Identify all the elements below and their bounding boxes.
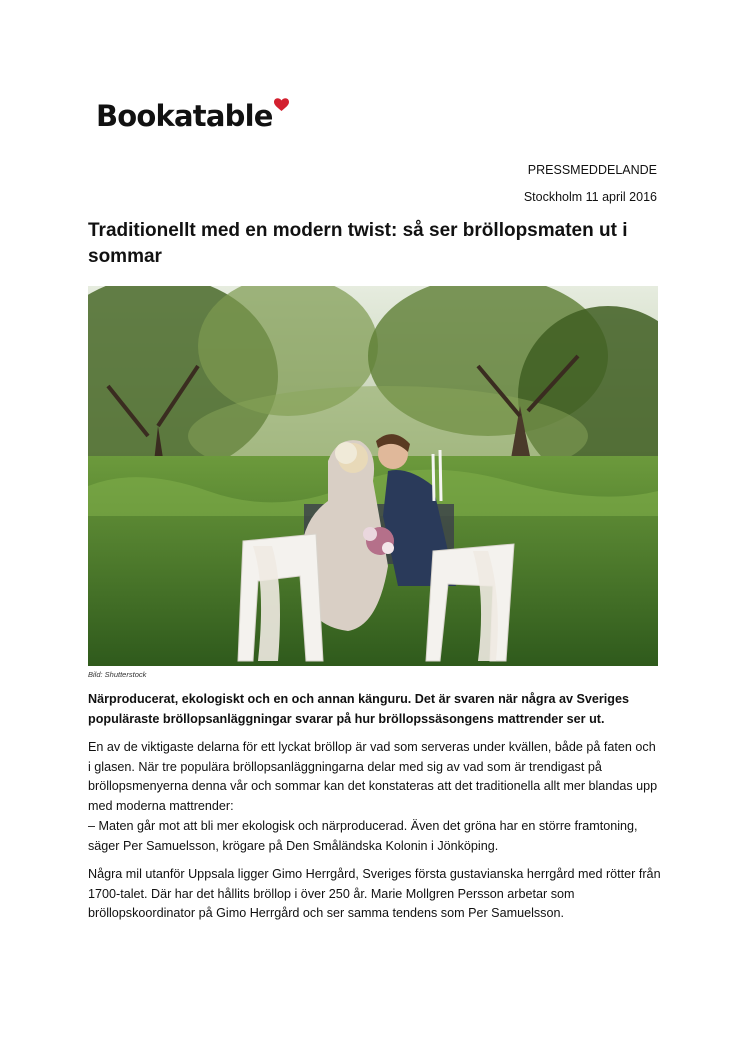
body-paragraph: En av de viktigaste delarna för ett lyckat bröllop är vad som serveras under kvällen, både på faten och i glasen. När tre populära bröllopsanläggningarna delar med sig av vad som är trendigast på bröllopsmenyerna denna vår och sommar kan det konstateras att det traditionella allt mer blandas upp med moderna mattrender: bbox=[88, 740, 658, 813]
page-title: Traditionellt med en modern twist: så ser bröllopsmaten ut i sommar bbox=[88, 220, 628, 267]
lead-paragraph: Närproducerat, ekologiskt och en och annan känguru. Det är svaren när några av Sveriges populäraste bröllopsanläggningar svarar på hur bröllopssäsongens mattrender ser ut. bbox=[88, 692, 630, 726]
wedding-photo bbox=[88, 286, 658, 666]
logo-wordmark: Bookatable bbox=[96, 99, 273, 133]
bookatable-logo bbox=[96, 96, 289, 136]
heart-icon bbox=[274, 98, 289, 112]
photo-caption: Bild: Shutterstock bbox=[88, 670, 147, 679]
press-release-label: PRESSMEDDELANDE bbox=[527, 163, 657, 177]
body-paragraph: – Maten går mot att bli mer ekologisk och närproducerad. Även det gröna har en större framtoning, säger Per Samuelsson, krögare på Den Småländska Kolonin i Jönköping. bbox=[88, 819, 638, 853]
dateline: Stockholm 11 april 2016 bbox=[523, 190, 657, 204]
body-paragraph: Några mil utanför Uppsala ligger Gimo Herrgård, Sveriges första gustavianska herrgård med rötter från 1700-talet. Där har det hållits bröllop i över 250 år. Marie Mollgren Persson arbetar som bröllopskoordinator på Gimo Herrgård och ser samma tendens som Per Samuelsson. bbox=[88, 867, 661, 920]
